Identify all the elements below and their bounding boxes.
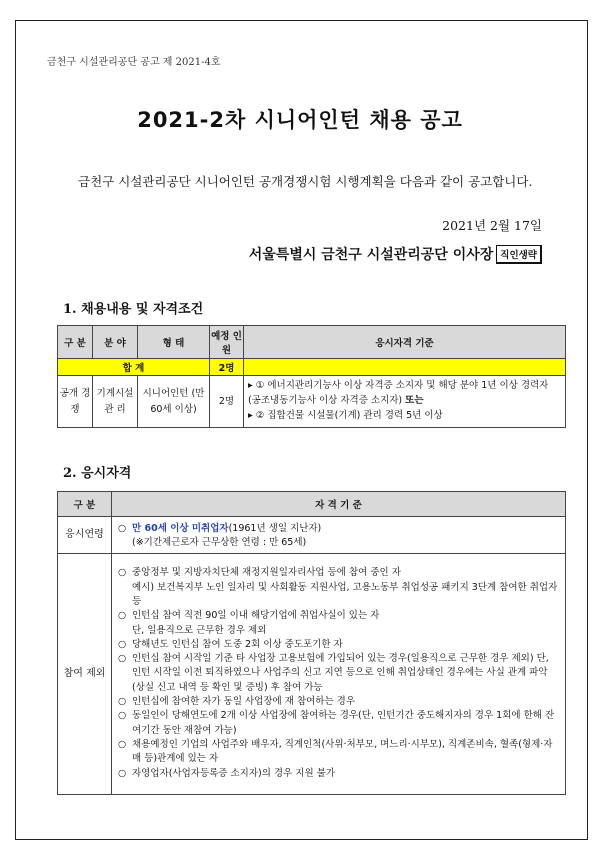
circle-bullet-icon: ○ <box>118 767 127 779</box>
seal-stamp: 직인생략 <box>496 245 542 264</box>
recruitment-table <box>57 325 566 428</box>
age-row <box>58 517 566 554</box>
exclusion-text: 중앙정부 및 지방자치단체 재정지원일자리사업 등에 참여 중인 자 <box>132 567 401 579</box>
header-criteria: 자 격 기 준 <box>112 492 566 517</box>
criteria-2-mark: ▸ ② <box>248 410 265 421</box>
age-highlight: 만 60세 이상 미취업자 <box>132 523 229 534</box>
header-criteria: 응시자격 기준 <box>244 326 566 359</box>
page-title: 2021-2차 시니어인턴 채용 공고 <box>137 108 463 132</box>
exclusion-subtext: 단, 일용직으로 근무한 경우 제외 <box>132 624 267 636</box>
header-count: 예정 인원 <box>210 326 244 359</box>
list-item <box>118 738 559 767</box>
section-heading-1: 1. 채용내용 및 자격조건 <box>63 302 204 317</box>
exclusion-text: 인턴십 참여 시작일 기준 타 사업장 고용보험에 가입되어 있는 경우(일용직으로 근무한 경우 제외) 단, 인턴 시작일 이전 퇴직하였으나 사업주의 신고 지연 등으로 인해 취업상태인 경우에는 사실 관계 파악(상실 신고 내역 등 확인 및 증빙) 후 참여 가능 <box>132 653 549 693</box>
exclusion-text: 동일인이 당해연도에 2개 이상 사업장에 참여하는 경우(단, 인턴기간 중도해지자의 경우 1회에 한해 잔여기간 동안 재참여 가능) <box>132 710 555 736</box>
list-item <box>118 652 559 695</box>
notice-number: 금천구 시설관리공단 공고 제 2021-4호 <box>47 57 221 68</box>
exclusion-text: 인턴십 참여 직전 90일 이내 해당기업에 취업사실이 있는 자 <box>132 610 380 622</box>
list-item <box>118 566 559 609</box>
list-item <box>118 609 559 638</box>
notice-date: 2021년 2월 17일 <box>442 218 542 233</box>
age-label: 응시연령 <box>58 517 112 554</box>
list-item <box>118 638 559 652</box>
criteria-2-text: 집합건물 시설물(기계) 관리 경력 5년 이상 <box>267 410 443 421</box>
list-item <box>118 709 559 738</box>
exclusion-text: 인턴십에 참여한 자가 동일 사업장에 재 참여하는 경우 <box>132 696 356 708</box>
header-type: 구 분 <box>58 492 112 517</box>
table-row <box>58 376 566 428</box>
exclusion-text: 당해년도 인턴십 참여 도중 2회 이상 중도포기한 자 <box>132 638 343 650</box>
criteria-or: 또는 <box>405 395 424 406</box>
intro-paragraph: 금천구 시설관리공단 시니어인턴 공개경쟁시험 시행계획을 다음과 같이 공고합니다. <box>78 174 533 189</box>
issuer-name: 서울특별시 금천구 시설관리공단 이사장 <box>248 247 494 263</box>
circle-bullet-icon: ○ <box>118 638 127 650</box>
exclusion-list <box>118 566 559 780</box>
total-label: 합 계 <box>58 359 210 376</box>
exclusion-text: 자영업자(사업자등록증 소지자)의 경우 지원 불가 <box>132 767 336 779</box>
list-item <box>118 695 559 709</box>
total-blank <box>244 359 566 376</box>
total-row <box>58 359 566 376</box>
row-field: 기계시설 관 리 <box>93 376 138 428</box>
header-field: 분 야 <box>93 326 138 359</box>
row-form: 시니어인턴 (만60세 이상) <box>138 376 210 428</box>
circle-bullet-icon: ○ <box>118 567 127 579</box>
exclusion-subtext: 예시) 보건복지부 노인 일자리 및 사회활동 지원사업, 고용노동부 취업성공 패키지 3단계 참여한 취업자 등 <box>132 581 558 607</box>
eligibility-table <box>57 491 566 795</box>
exclusion-body <box>112 553 566 794</box>
criteria-1-text: 에너지관리기능사 이상 자격증 소지자 및 해당 분야 1년 이상 경력자(공조냉동기능사 이상 자격증 소지자) <box>248 380 549 406</box>
criteria-2 <box>248 408 561 423</box>
circle-bullet-icon: ○ <box>118 710 127 722</box>
criteria-1-mark: ▸ ① <box>248 380 265 391</box>
circle-bullet-icon: ○ <box>118 738 127 750</box>
age-rest: (1961년 생일 지난자) <box>228 523 322 534</box>
circle-bullet-icon: ○ <box>118 610 127 622</box>
exclusion-text: 채용예정인 기업의 사업주와 배우자, 직계인척(사위·처부모, 며느리·시부모), 직계존비속, 혈족(형제·자매 등)관계에 있는 자 <box>132 738 553 765</box>
criteria-1 <box>248 378 561 408</box>
row-criteria <box>244 376 566 428</box>
circle-bullet-icon: ○ <box>118 653 127 665</box>
section-heading-2: 2. 응시자격 <box>63 466 132 481</box>
row-type: 공개 경쟁 <box>58 376 93 428</box>
recruitment-header-row <box>58 326 566 359</box>
age-body <box>112 517 566 554</box>
total-count: 2명 <box>210 359 244 376</box>
list-item <box>118 767 559 781</box>
header-form: 형 태 <box>138 326 210 359</box>
circle-bullet-icon: ○ <box>118 523 127 534</box>
header-type: 구 분 <box>58 326 93 359</box>
exclusion-row <box>58 553 566 794</box>
issuer <box>249 244 542 264</box>
eligibility-header-row <box>58 492 566 517</box>
age-note: (※기간제근로자 근무상한 연령 : 만 65세) <box>132 537 307 549</box>
list-item <box>118 522 559 551</box>
circle-bullet-icon: ○ <box>118 696 127 708</box>
exclusion-label: 참여 제외 <box>58 553 112 794</box>
row-count: 2명 <box>210 376 244 428</box>
